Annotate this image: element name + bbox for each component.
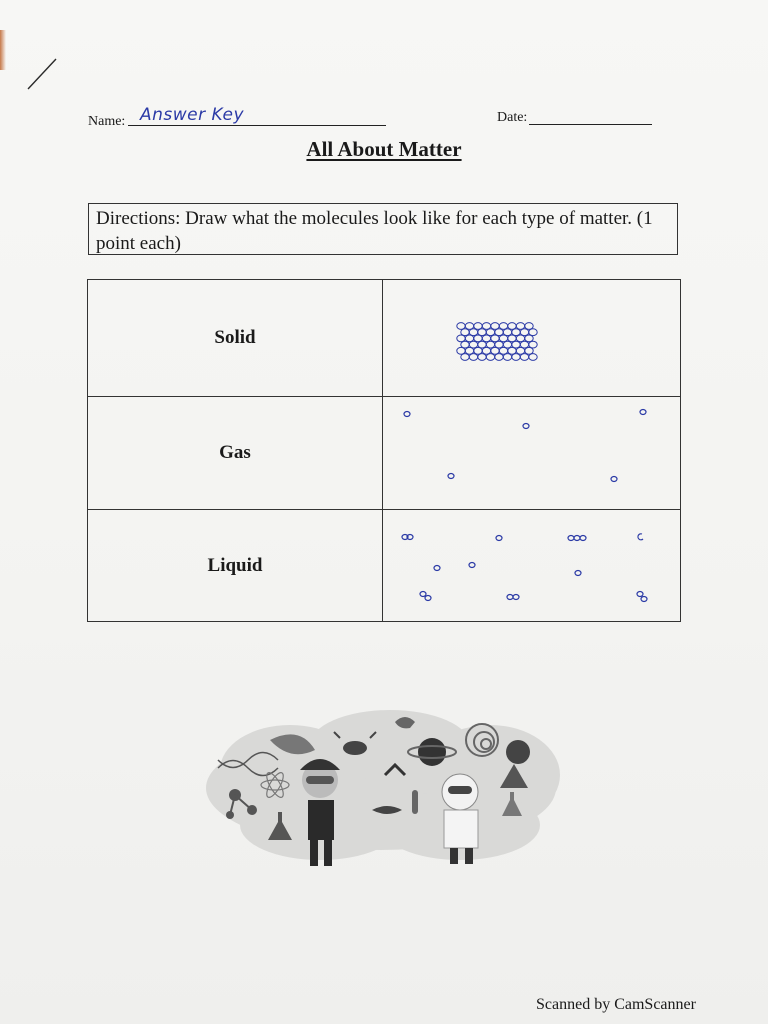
gas-molecule-drawing (384, 397, 680, 509)
table-cell-label: Solid (88, 280, 383, 396)
name-label: Name: (88, 114, 126, 129)
table-row-gas (88, 397, 680, 510)
liquid-molecule-drawing (384, 510, 680, 621)
matter-table (87, 279, 681, 622)
name-field (88, 105, 388, 134)
solid-molecule-drawing (384, 280, 680, 396)
scanner-watermark: Scanned by CamScanner (536, 996, 696, 1013)
solid-molecules-icon (384, 280, 680, 396)
test-tube-icon (412, 790, 418, 814)
scan-edge-stain (0, 30, 6, 70)
science-illustration (200, 700, 562, 872)
liquid-molecules-icon (384, 510, 680, 621)
page-title-text: All About Matter (306, 137, 462, 161)
table-cell-label: Gas (88, 397, 383, 509)
date-field (497, 110, 657, 134)
date-label: Date: (497, 110, 528, 125)
name-value-handwritten: Answer Key (140, 105, 245, 125)
check-mark-icon (24, 55, 60, 95)
page-title (0, 137, 768, 162)
table-row-liquid (88, 510, 680, 621)
table-cell-label: Liquid (88, 510, 383, 621)
name-underline (128, 125, 386, 126)
date-underline (529, 124, 652, 125)
directions-box: Directions: Draw what the molecules look like for each type of matter. (1 point each) (88, 203, 678, 255)
table-row-solid (88, 280, 680, 397)
gas-molecules-icon (384, 397, 680, 509)
